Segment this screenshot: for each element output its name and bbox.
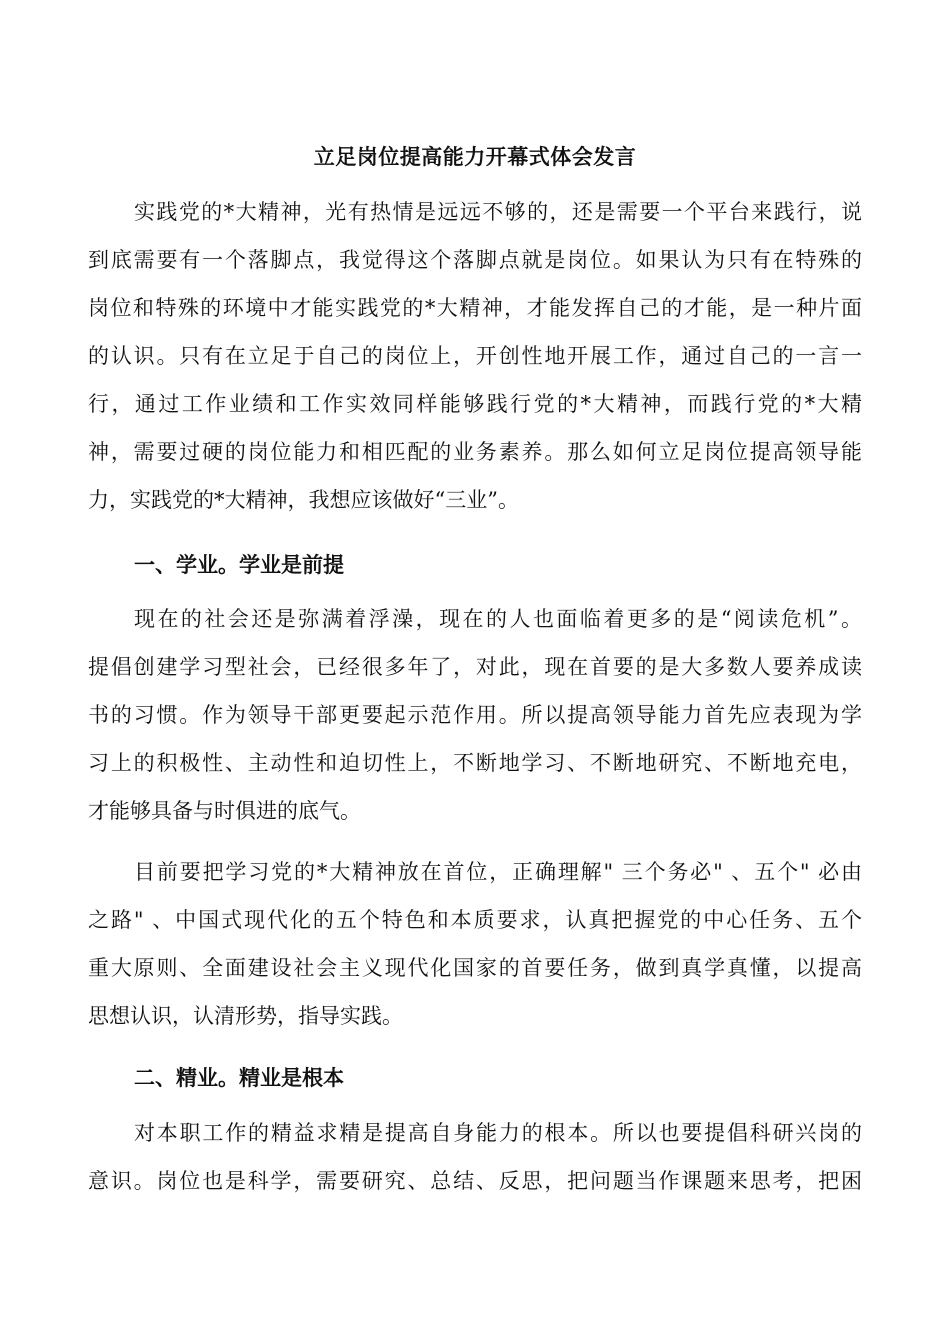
paragraph-study-2 — [88, 848, 862, 1040]
text-line: 提倡创建学习型社会，已经很多年了，对此，现在首要的是大多数人要养成读 — [88, 655, 862, 679]
text-line: 到底需要有一个落脚点，我觉得这个落脚点就是岗位。如果认为只有在特殊的 — [88, 248, 862, 272]
text-line: 意识。岗位也是科学，需要研究、总结、反思，把问题当作课题来思考，把困 — [88, 1169, 862, 1193]
paragraph-excellence — [88, 1109, 862, 1205]
text-line: 实践党的*大精神，光有热情是远远不够的，还是需要一个平台来践行，说 — [134, 200, 862, 224]
text-line: 书的习惯。作为领导干部更要起示范作用。所以提高领导能力首先应表现为学 — [88, 703, 862, 727]
text-line: 行，通过工作业绩和工作实效同样能够践行党的*大精神，而践行党的*大精 — [88, 392, 862, 416]
section-heading-1 — [88, 541, 862, 589]
text-line: 思想认识，认清形势，指导实践。 — [88, 1004, 403, 1028]
text-line: 岗位和特殊的环境中才能实践党的*大精神，才能发挥自己的才能，是一种片面 — [88, 296, 862, 320]
paragraph-intro — [88, 188, 862, 524]
section-heading-text: 二、精业。精业是根本 — [134, 1065, 344, 1090]
text-line: 习上的积极性、主动性和迫切性上，不断地学习、不断地研究、不断地充电， — [88, 751, 862, 775]
text-line: 力，实践党的*大精神，我想应该做好“三业”。 — [88, 488, 519, 512]
text-line: 神，需要过硬的岗位能力和相匹配的业务素养。那么如何立足岗位提高领导能 — [88, 440, 862, 464]
text-line: 目前要把学习党的*大精神放在首位，正确理解" 三个务必" 、五个" 必由 — [134, 860, 862, 884]
text-line: 才能够具备与时俱进的底气。 — [88, 799, 361, 823]
section-heading-2 — [88, 1054, 862, 1102]
text-line: 现在的社会还是弥满着浮澡，现在的人也面临着更多的是“阅读危机”。 — [134, 607, 862, 631]
text-line: 对本职工作的精益求精是提高自身能力的根本。所以也要提倡科研兴岗的 — [134, 1121, 862, 1145]
text-line: 重大原则、全面建设社会主义现代化国家的首要任务，做到真学真懂，以提高 — [88, 956, 862, 980]
text-line: 的认识。只有在立足于自己的岗位上，开创性地开展工作，通过自己的一言一 — [88, 344, 862, 368]
document-title: 立足岗位提高能力开幕式体会发言 — [313, 144, 637, 169]
section-heading-text: 一、学业。学业是前提 — [134, 552, 344, 577]
text-line: 之路" 、中国式现代化的五个特色和本质要求，认真把握党的中心任务、五个 — [88, 908, 862, 932]
paragraph-study-1 — [88, 595, 862, 835]
